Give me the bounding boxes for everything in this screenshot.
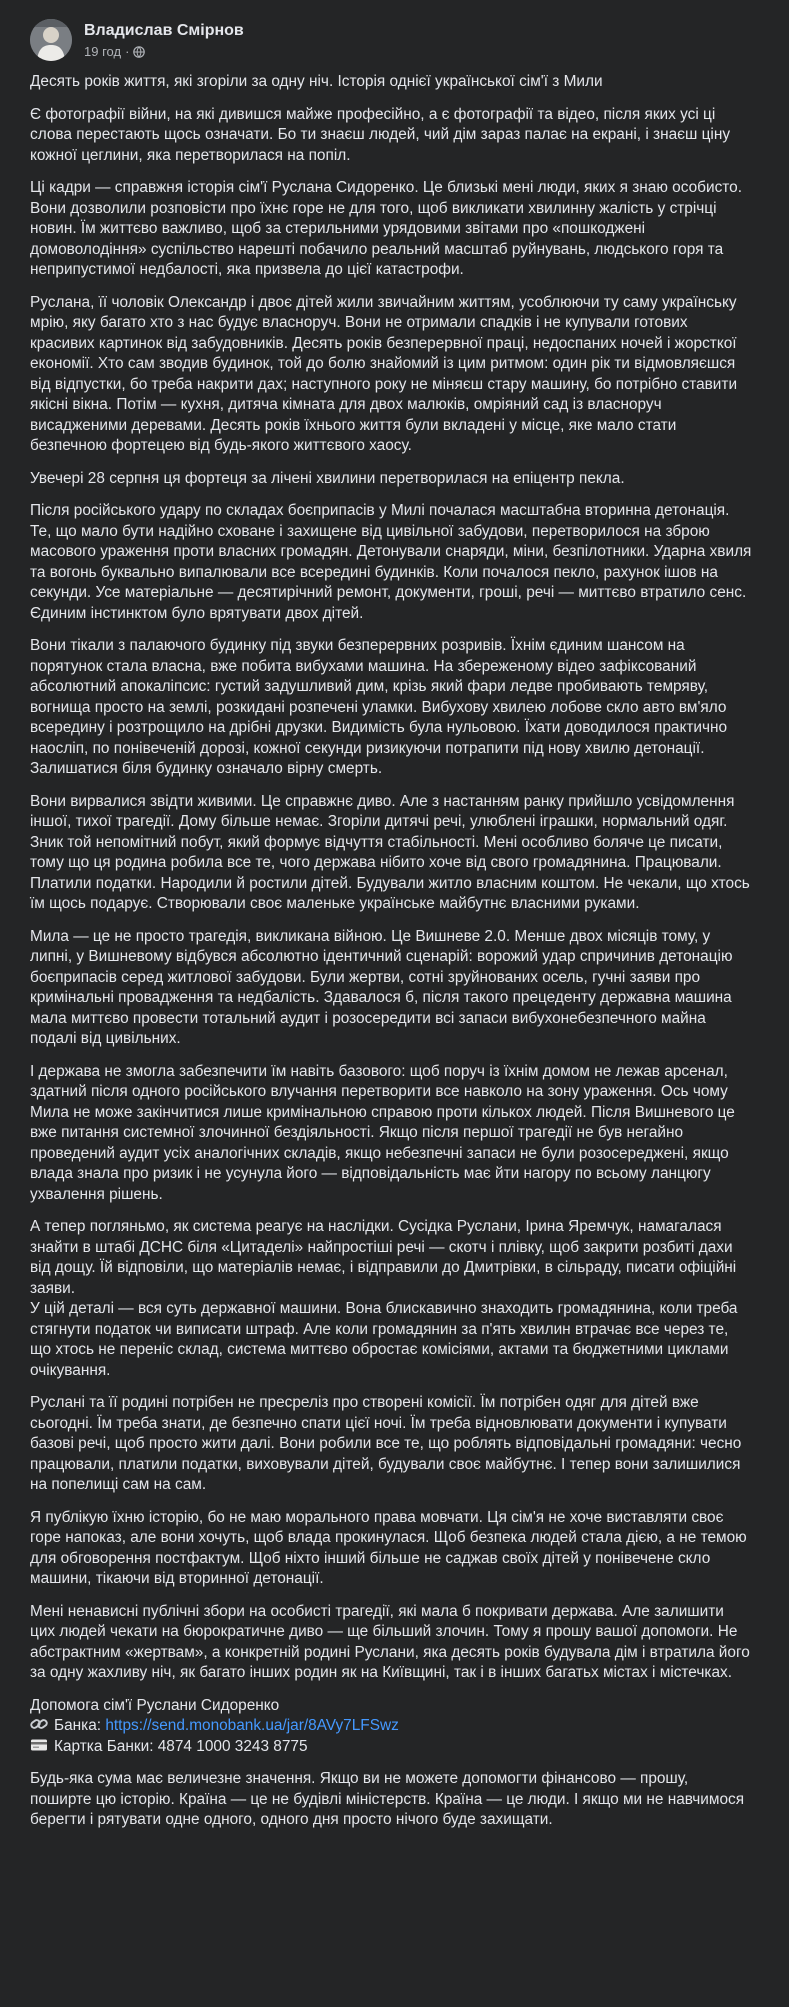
bank-jar-link[interactable]: https://send.monobank.ua/jar/8AVy7LFSwz bbox=[105, 1717, 399, 1734]
post-paragraph: Будь-яка сума має величезне значення. Якщо ви не можете допомогти фінансово — прошу, поширте цю історію. Країна — це не будівлі міністерств. Країна — це люди. І якщо ми не навчимося берегти і рятувати одне одного, одного дня просто нічого буде захищати. bbox=[30, 1770, 745, 1828]
post-paragraph: Увечері 28 серпня ця фортеця за лічені хвилини перетворилася на епіцентр пекла. bbox=[30, 469, 625, 487]
post-paragraph: Вони вирвалися звідти живими. Це справжнє диво. Але з настанням ранку прийшло усвідомлення іншої, тихої трагедії. Дому більше немає. Згоріли дитячі речі, улюблені іграшки, нормальний одяг. Зник той непомітний побут, який формує відчуття стабільності. Мені особливо боляче це писати, тому що ця родина робила все те, чого держава нібито хоче від свого громадянина. Працювали. Платили податки. Народили й ростили дітей. Будували житло власним коштом. Не чекали, що хтось їм щось подарує. Створювали своє маленьке українське майбутнє власними руками. bbox=[30, 792, 750, 912]
post-paragraph: Після російського удару по складах боєприпасів у Милі почалася масштабна вторинна детонація. Те, що мало бути надійно сховане і захищене від цивільної забудови, перетворилося на зброю масового ураження проти власних громадян. Детонували снаряди, міни, безпілотники. Ударна хвиля та вогонь буквально випалювали все всередині будинків. Коли почалося пекло, рахунок ішов на секунди. Усе матеріальне — десятирічний ремонт, документи, гроші, речі — миттєво втратило сенс. Єдиним інстинктом було врятувати двох дітей. bbox=[30, 502, 752, 622]
post-timestamp[interactable]: 19 год bbox=[84, 43, 122, 59]
globe-icon[interactable] bbox=[133, 46, 145, 58]
card-label: Картка Банки: bbox=[54, 1737, 158, 1755]
donation-title: Допомога сім'ї Руслани Сидоренко bbox=[30, 1696, 280, 1714]
post-paragraph: Руслана, її чоловік Олександр і двоє дітей жили звичайним життям, усоблюючи ту саму українську мрію, яку багато хто з нас будує власноруч. Вони не отримали спадків і не купували готових красивих картинок від забудовників. Десять років безперервної праці, недоспаних ночей і жорсткої економії. Хто сам зводив будинок, той до болю знайомий із цим ритмом: один рік ти відмовляєшся від відпустки, бо треба накрити дах; наступного року не міняєш стару машину, бо потрібно ставити якісні вікна. Потім — кухня, дитяча кімната для двох малюків, омріяний сад із власноруч висадженими деревами. Десять років їхнього життя були вкладені у місце, яке мало стати безпечною фортецею від будь-якого життєвого хаосу. bbox=[30, 293, 738, 454]
bank-label: Банка: bbox=[54, 1717, 106, 1734]
post-timestamp-row bbox=[84, 44, 244, 60]
author-avatar[interactable] bbox=[30, 19, 72, 61]
post-meta bbox=[84, 21, 244, 60]
post-paragraph: Мила — це не просто трагедія, викликана війною. Це Вишневе 2.0. Менше двох місяців тому, у липні, у Вишневому відбувся абсолютно ідентичний сценарій: ворожий удар спричинив детонацію боєприпасів серед житлової забудови. Були жертви, сотні зруйнованих осель, гучні заяви про кримінальні провадження та недбалість. Здавалося б, після такого прецеденту державна машина мала миттєво провести тотальний аудит і розосередити всі запаси вибухонебезпечного майна подалі від цивільних. bbox=[30, 927, 733, 1047]
post-paragraph: Я публікую їхню історію, бо не маю морального права мовчати. Ця сім'я не хоче виставляти своє горе напоказ, але вони хочуть, щоб влада прокинулася. Щоб безпека людей стала дією, а не темою для обговорення постфактум. Щоб ніхто інший більше не саджав своїх дітей у понівечене скло машини, тікаючи від вторинної детонації. bbox=[30, 1508, 747, 1587]
post-paragraph: Вони тікали з палаючого будинку під звуки безперервних розривів. Їхнім єдиним шансом на порятунок стала власна, вже побита вибухами машина. На збереженому відео зафіксований абсолютний апокаліпсис: густий задушливий дим, крізь який фари ледве пробивають темряву, вогнища просто на землі, розкидані розпечені уламки. Вибухову хвилею лобове скло авто вм'яло всередину і розтрощило на дрібні друзки. Видимість була нульовою. Їхати доводилося практично наосліп, по понівеченій дорозі, кожної секунди ризикуючи потрапити під нову хвилю детонації. Залишатися біля будинку означало вірну смерть. bbox=[30, 637, 728, 777]
post-paragraph: Мені ненависні публічні збори на особисті трагедії, які мала б покривати держава. Але залишити цих людей чекати на бюрократичне диво — ще більший злочин. Тому я прошу вашої допомоги. Не абстрактним «жертвам», а конкретній родині Руслани, яка десять років будувала дім і втратила його за одну жахливу ніч, як багато інших родин як на Київщині, так і в інших багатьх містах і містечках. bbox=[30, 1602, 750, 1681]
post-paragraph: Ці кадри — справжня історія сім'ї Руслана Сидоренко. Це близькі мені люди, яких я знаю особисто. Вони дозволили розповісти про їхнє горе не для того, щоб викликати хвилинну жалість у стрічці новин. Їм життєво важливо, щоб за стерильними урядовими звітами про «пошкоджені домоволодіння» суспільство нарешті побачило реальний масштаб руйнувань, людського горя та неприпустимої недбалості, яка призвела до цієї катастрофи. bbox=[30, 179, 742, 278]
post-body bbox=[30, 72, 752, 1843]
post-paragraph: Руслані та її родині потрібен не пресреліз про створені комісії. Їм потрібен одяг для дітей вже сьогодні. Їм треба знати, де безпечно спати цієї ночі. Їм треба відновлювати документи і купувати базові речі, щоб просто жити далі. Вони робили все те, що роблять відповідальні громадяни: чесно працювали, платили податки, виховували дітей, будували своє майбутнє. І тепер вони залишилися на попелищі сам на сам. bbox=[30, 1394, 742, 1493]
bank-line bbox=[30, 1716, 752, 1737]
author-name[interactable]: Владислав Смірнов bbox=[84, 21, 244, 39]
card-number: 4874 1000 3243 8775 bbox=[157, 1737, 308, 1755]
post-header bbox=[30, 16, 244, 64]
post-paragraph: Десять років життя, які згоріли за одну ніч. Історія однієї української сім'ї з Мили bbox=[30, 73, 603, 90]
credit-card-icon bbox=[30, 1737, 48, 1753]
post-paragraph: А тепер погляньмо, як система реагує на наслідки. Сусідка Руслани, Ірина Яремчук, намагалася знайти в штабі ДСНС біля «Цитаделі» найпростіші речі — скотч і плівку, щоб закрити розбиті дахи від дощу. Їй відповіли, що матеріалів немає, і відправили до Дмитрівки, в сільраду, писати офіційні заяви. bbox=[30, 1218, 737, 1297]
card-line bbox=[30, 1737, 752, 1758]
link-icon bbox=[30, 1716, 48, 1732]
post-paragraph: У цій деталі — вся суть державної машини. Вона блискавично знаходить громадянина, коли треба стягнути податок чи виписати штраф. Але коли громадянин за п'ять хвилин втрачає все через те, що хтось не переніс склад, система миттєво обростає комісіями, актами та бюджетними циклами очікування. bbox=[30, 1300, 738, 1379]
post-paragraph: І держава не змогла забезпечити їм навіть базового: щоб поруч із їхнім домом не лежав арсенал, здатний після одного російського влучання перетворити все навколо на зону ураження. Ось чому Мила не може закінчитися лише кримінальною справою проти кількох людей. Після Вишневого це вже питання системної злочинної бездіяльності. Якщо після першої трагедії не був негайно проведений аудит усіх аналогічних складів, якщо небезпечні запаси не були розосереджені, якщо влада знала про ризик і не усунула його — відповідальність має йти нагору по всьому ланцюгу ухвалення рішень. bbox=[30, 1062, 735, 1203]
post-paragraph: Є фотографії війни, на які дивишся майже професійно, а є фотографії та відео, після яких усі ці слова перестають щось означати. Бо ти знаєш людей, чий дім зараз палає на екрані, і знаєш ціну кожної цеглини, яка перетворилася на попіл. bbox=[30, 105, 731, 164]
separator-dot: · bbox=[125, 43, 130, 59]
